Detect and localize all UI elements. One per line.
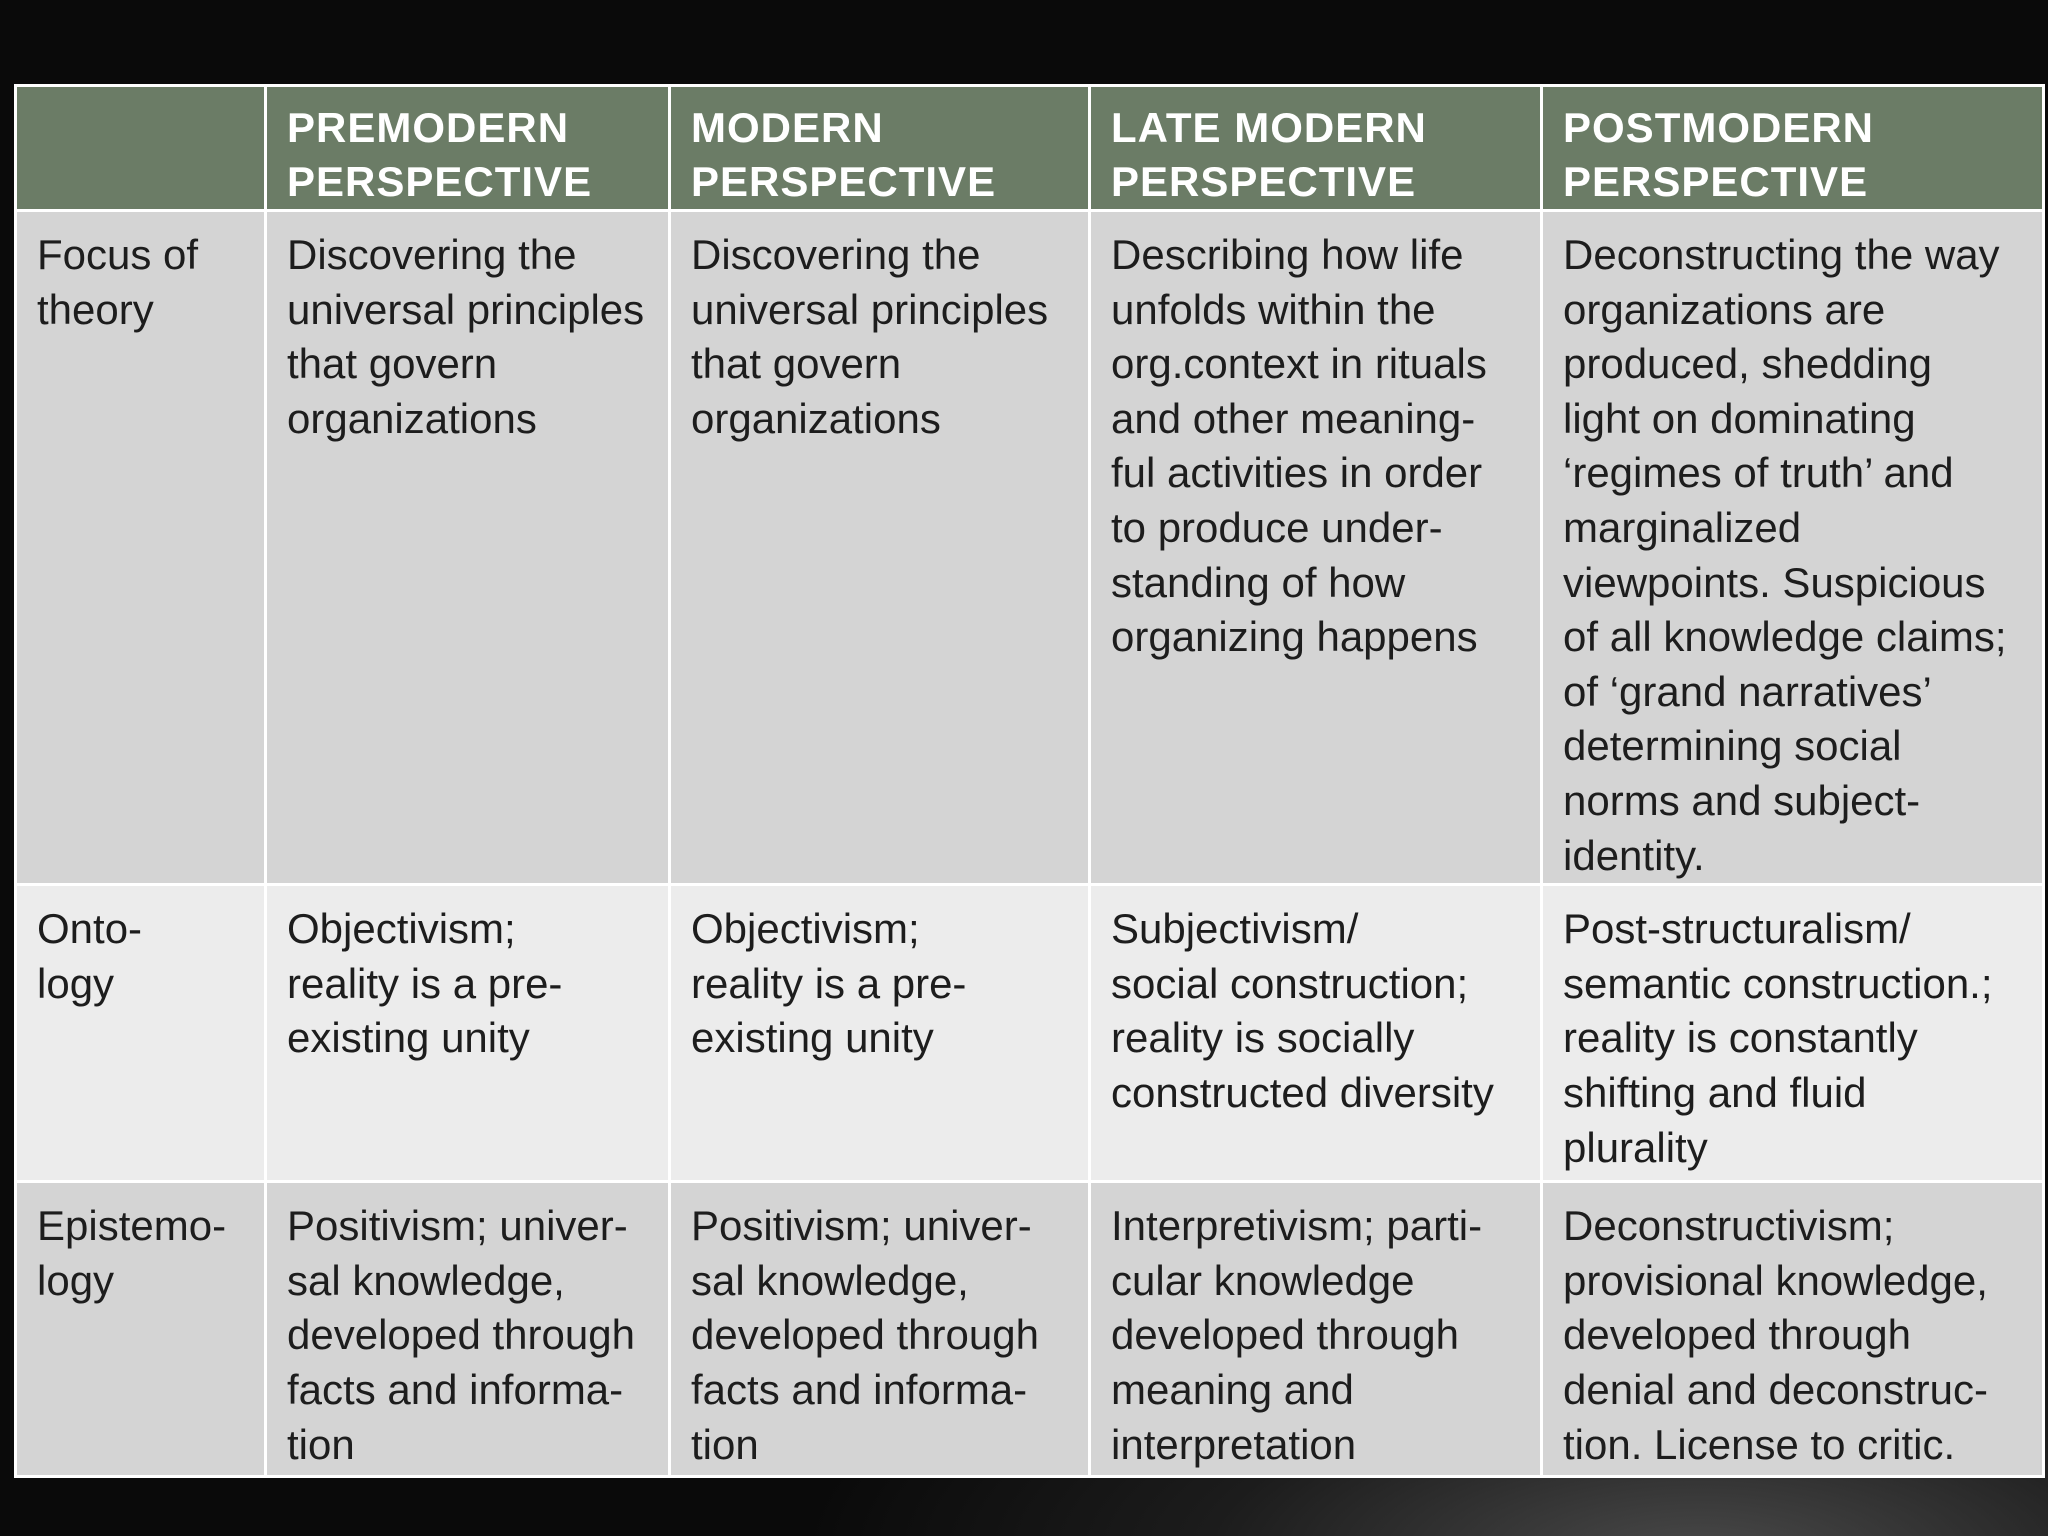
header-late-modern: LATE MODERN PERSPECTIVE: [1090, 86, 1542, 211]
cell-epistemology-modern: Positivism; univer- sal knowledge, developed through facts and informa- tion: [670, 1182, 1090, 1477]
table-header-row: [16, 86, 2044, 211]
cell-epistemology-postmodern: Deconstructivism; provisional knowledge, developed through denial and deconstruc- tion. License to critic.: [1542, 1182, 2044, 1477]
cell-focus-postmodern: Deconstructing the way organizations are produced, shedding light on dominating ‘regimes of truth’ and marginalized viewpoints. Suspicious of all knowledge claims; of ‘grand narratives’ determining social norms and subject- identity.: [1542, 211, 2044, 885]
header-modern: MODERN PERSPECTIVE: [670, 86, 1090, 211]
table-row-ontology: [16, 885, 2044, 1182]
cell-focus-premodern: Discovering the universal principles that govern organizations: [266, 211, 670, 885]
header-premodern: PREMODERN PERSPECTIVE: [266, 86, 670, 211]
header-postmodern: POSTMODERN PERSPECTIVE: [1542, 86, 2044, 211]
cell-ontology-postmodern: Post-structuralism/ semantic construction.; reality is constantly shifting and fluid plurality: [1542, 885, 2044, 1182]
table-row-focus-of-theory: [16, 211, 2044, 885]
header-empty-cell: [16, 86, 266, 211]
cell-focus-modern: Discovering the universal principles that govern organizations: [670, 211, 1090, 885]
cell-ontology-modern: Objectivism; reality is a pre- existing unity: [670, 885, 1090, 1182]
row-label-focus-of-theory: Focus of theory: [16, 211, 266, 885]
table-row-epistemology: [16, 1182, 2044, 1477]
row-label-ontology: Onto- logy: [16, 885, 266, 1182]
cell-ontology-late-modern: Subjectivism/ social construction; reality is socially constructed diversity: [1090, 885, 1542, 1182]
cell-ontology-premodern: Objectivism; reality is a pre- existing unity: [266, 885, 670, 1182]
cell-focus-late-modern: Describing how life unfolds within the org.context in rituals and other meaning- ful activities in order to produce under- standing of how organizing happens: [1090, 211, 1542, 885]
cell-epistemology-late-modern: Interpretivism; parti- cular knowledge developed through meaning and interpretation: [1090, 1182, 1542, 1477]
row-label-epistemology: Epistemo- logy: [16, 1182, 266, 1477]
perspectives-comparison-table: [14, 84, 2045, 1478]
cell-epistemology-premodern: Positivism; univer- sal knowledge, developed through facts and informa- tion: [266, 1182, 670, 1477]
